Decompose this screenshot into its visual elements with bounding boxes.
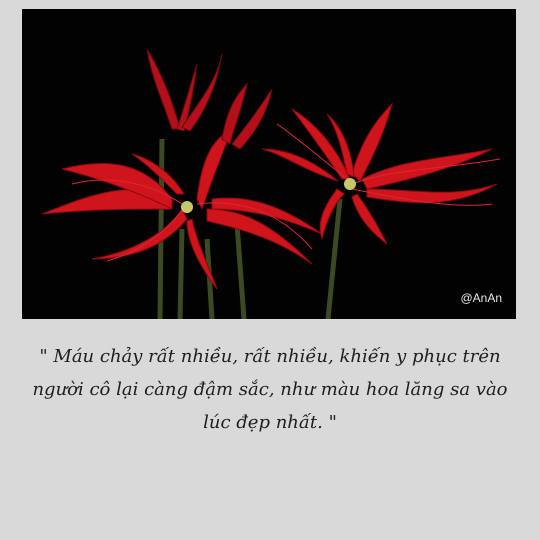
red-spider-lily-image (22, 9, 516, 319)
flower-photo (22, 9, 516, 319)
watermark: @AnAn (460, 291, 502, 305)
quote-text: " Máu chảy rất nhiều, rất nhiều, khiến y phục trên người cô lại càng đậm sắc, như màu hoa lăng sa vào lúc đẹp nhất. " (32, 346, 508, 433)
